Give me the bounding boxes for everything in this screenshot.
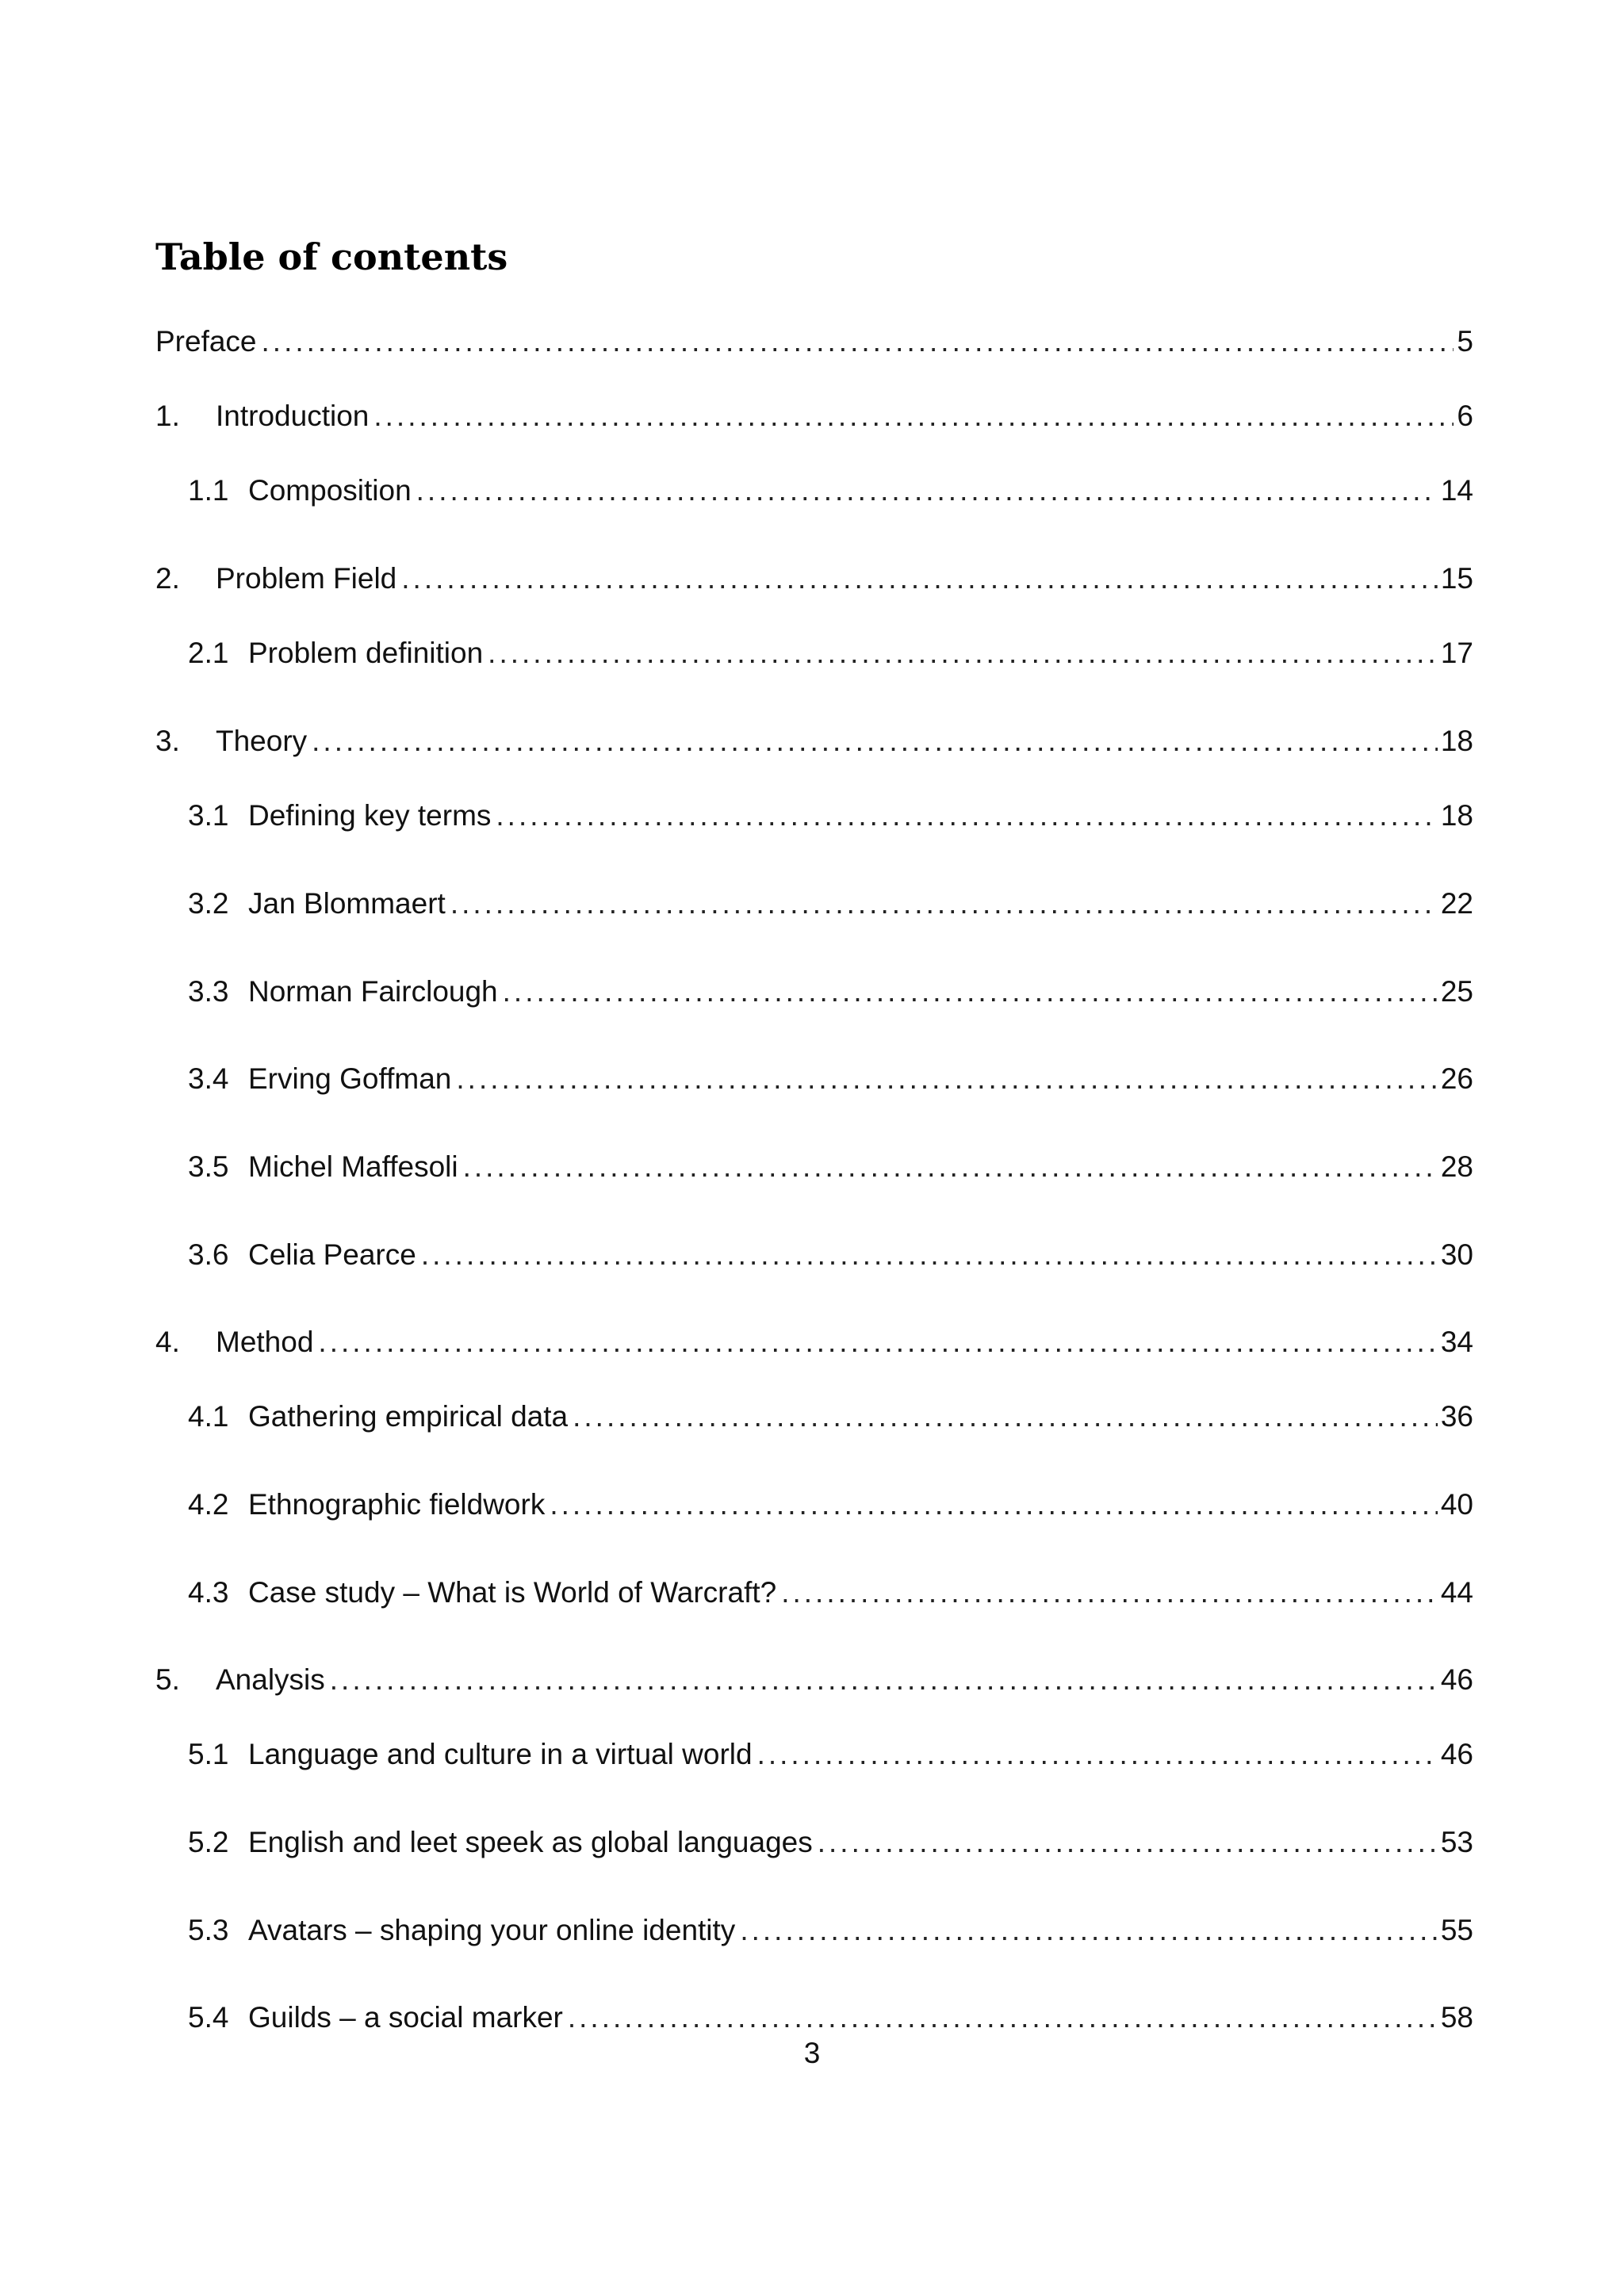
toc-entry-number: 3.2 xyxy=(188,887,229,920)
toc-entry-method[interactable] xyxy=(155,1318,1473,1366)
toc-entry-gathering-empirical-data[interactable] xyxy=(188,1393,1473,1441)
toc-leader-dots xyxy=(550,1481,1438,1529)
toc-entry-number: 4. xyxy=(155,1326,180,1358)
toc-entry-title: Ethnographic fieldwork xyxy=(248,1488,546,1521)
toc-entry-case-study[interactable] xyxy=(188,1569,1473,1617)
toc-leader-dots xyxy=(330,1656,1438,1704)
toc-entry-page: 40 xyxy=(1440,1488,1473,1521)
toc-leader-dots xyxy=(503,968,1438,1016)
toc-entry-number: 3.1 xyxy=(188,799,229,832)
toc-entry-page: 26 xyxy=(1440,1062,1473,1095)
toc-entry-page: 15 xyxy=(1440,562,1473,595)
toc-entry-number: 2.1 xyxy=(188,637,229,669)
toc-entry-page: 28 xyxy=(1440,1150,1473,1183)
toc-entry-title: Jan Blommaert xyxy=(248,887,446,920)
toc-entry-celia-pearce[interactable] xyxy=(188,1231,1473,1279)
toc-entry-number: 3.5 xyxy=(188,1150,229,1183)
toc-entry-title: Analysis xyxy=(216,1663,325,1696)
toc-entry-theory[interactable] xyxy=(155,718,1473,765)
toc-leader-dots xyxy=(740,1907,1438,1954)
toc-entry-preface[interactable] xyxy=(155,318,1473,365)
toc-entry-title: Gathering empirical data xyxy=(248,1400,569,1433)
toc-leader-dots xyxy=(421,1231,1438,1279)
toc-leader-dots xyxy=(463,1143,1438,1191)
toc-entry-page: 6 xyxy=(1457,400,1473,432)
toc-entry-jan-blommaert[interactable] xyxy=(188,880,1473,928)
toc-leader-dots xyxy=(496,792,1437,840)
toc-leader-dots xyxy=(781,1569,1438,1617)
toc-leader-dots xyxy=(757,1731,1438,1778)
toc-leader-dots xyxy=(456,1055,1437,1103)
toc-entry-page: 46 xyxy=(1440,1738,1473,1770)
toc-entry-page: 46 xyxy=(1440,1663,1473,1696)
toc-entry-number: 5.4 xyxy=(188,2001,229,2034)
toc-entry-page: 30 xyxy=(1440,1238,1473,1271)
toc-entry-title: Composition xyxy=(248,474,412,507)
toc-entry-ethnographic-fieldwork[interactable] xyxy=(188,1481,1473,1529)
toc-entry-title: Case study – What is World of Warcraft? xyxy=(248,1576,777,1609)
toc-entry-title: Preface xyxy=(155,325,257,358)
toc-entry-page: 18 xyxy=(1440,725,1473,757)
toc-entry-composition[interactable] xyxy=(188,467,1473,515)
toc-entry-number: 4.1 xyxy=(188,1400,229,1433)
toc-entry-introduction[interactable] xyxy=(155,392,1473,440)
toc-entry-page: 53 xyxy=(1440,1826,1473,1858)
toc-leader-dots xyxy=(318,1318,1437,1366)
toc-leader-dots xyxy=(573,1393,1438,1441)
toc-entry-title: Language and culture in a virtual world xyxy=(248,1738,753,1770)
toc-entry-problem-definition[interactable] xyxy=(188,629,1473,677)
toc-entry-page: 14 xyxy=(1440,474,1473,507)
toc-leader-dots xyxy=(450,880,1438,928)
toc-leader-dots xyxy=(262,318,1454,365)
toc-entry-page: 17 xyxy=(1440,637,1473,669)
toc-entry-page: 34 xyxy=(1440,1326,1473,1358)
toc-entry-title: Erving Goffman xyxy=(248,1062,452,1095)
toc-entry-page: 55 xyxy=(1440,1914,1473,1946)
toc-entry-page: 22 xyxy=(1440,887,1473,920)
toc-entry-number: 5.3 xyxy=(188,1914,229,1946)
toc-entry-number: 5.2 xyxy=(188,1826,229,1858)
page-number: 3 xyxy=(803,2037,821,2069)
toc-entry-page: 18 xyxy=(1440,799,1473,832)
page-title: Table of contents xyxy=(155,235,508,278)
toc-entry-erving-goffman[interactable] xyxy=(188,1055,1473,1103)
toc-entry-number: 1. xyxy=(155,400,180,432)
toc-entry-language-and-culture[interactable] xyxy=(188,1731,1473,1778)
toc-entry-number: 1.1 xyxy=(188,474,229,507)
toc-entry-avatars[interactable] xyxy=(188,1907,1473,1954)
toc-entry-title: Celia Pearce xyxy=(248,1238,416,1271)
toc-leader-dots xyxy=(312,718,1438,765)
toc-entry-page: 58 xyxy=(1440,2001,1473,2034)
toc-entry-number: 5. xyxy=(155,1663,180,1696)
toc-leader-dots xyxy=(488,629,1438,677)
toc-entry-title: Michel Maffesoli xyxy=(248,1150,458,1183)
toc-entry-title: Defining key terms xyxy=(248,799,492,832)
toc-entry-problem-field[interactable] xyxy=(155,555,1473,603)
toc-entry-number: 4.2 xyxy=(188,1488,229,1521)
toc-leader-dots xyxy=(818,1819,1438,1866)
toc-entry-number: 2. xyxy=(155,562,180,595)
toc-entry-title: Theory xyxy=(216,725,308,757)
toc-leader-dots xyxy=(401,555,1438,603)
toc-entry-number: 4.3 xyxy=(188,1576,229,1609)
toc-entry-michel-maffesoli[interactable] xyxy=(188,1143,1473,1191)
toc-entry-number: 3. xyxy=(155,725,180,757)
toc-entry-page: 44 xyxy=(1440,1576,1473,1609)
toc-entry-defining-key-terms[interactable] xyxy=(188,792,1473,840)
toc-entry-analysis[interactable] xyxy=(155,1656,1473,1704)
toc-entry-title: Norman Fairclough xyxy=(248,975,498,1008)
toc-leader-dots xyxy=(373,392,1454,440)
toc-entry-page: 25 xyxy=(1440,975,1473,1008)
toc-entry-page: 36 xyxy=(1440,1400,1473,1433)
toc-entry-number: 3.3 xyxy=(188,975,229,1008)
toc-entry-title: Introduction xyxy=(216,400,370,432)
toc-entry-english-and-leet-speek[interactable] xyxy=(188,1819,1473,1866)
toc-entry-number: 5.1 xyxy=(188,1738,229,1770)
toc-entry-norman-fairclough[interactable] xyxy=(188,968,1473,1016)
toc-entry-title: Problem Field xyxy=(216,562,397,595)
toc-entry-number: 3.4 xyxy=(188,1062,229,1095)
toc-entry-page: 5 xyxy=(1457,325,1473,358)
toc-entry-title: Problem definition xyxy=(248,637,484,669)
toc-entry-title: Method xyxy=(216,1326,314,1358)
toc-leader-dots xyxy=(416,467,1438,515)
toc-entry-title: English and leet speek as global languages xyxy=(248,1826,813,1858)
toc-entry-title: Guilds – a social marker xyxy=(248,2001,563,2034)
toc-entry-number: 3.6 xyxy=(188,1238,229,1271)
toc-entry-title: Avatars – shaping your online identity xyxy=(248,1914,736,1946)
